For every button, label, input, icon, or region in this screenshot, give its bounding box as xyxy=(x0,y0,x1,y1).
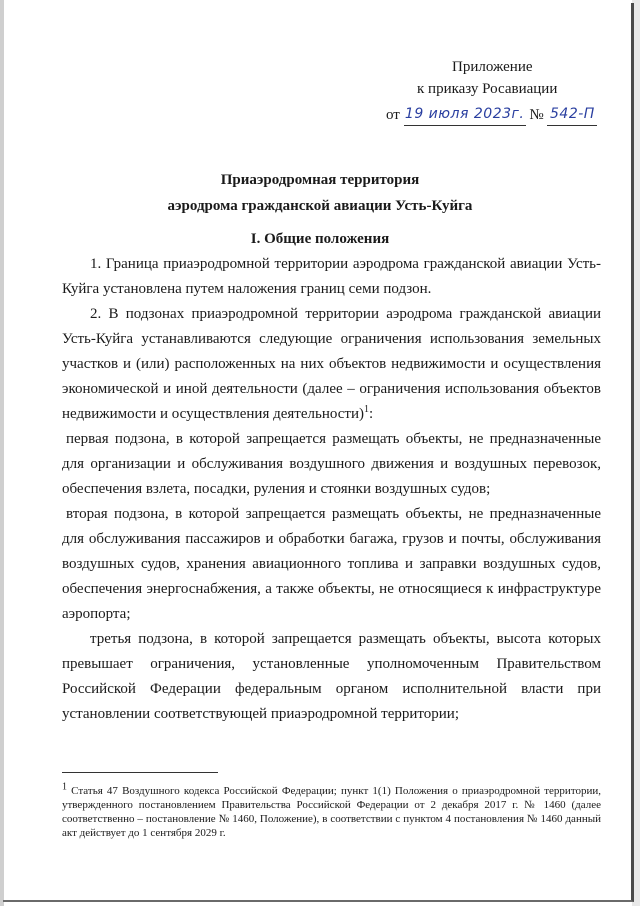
paragraph-2 xyxy=(62,302,601,427)
paragraph-2-text: 2. В подзонах приаэродромной территории аэродрома гражданской авиации Усть-Куйга устанавливаются следующие ограничения использования земельных участков и (или) расположенных на них объектов недвижимости и осуществления экономической и иной деятельности (далее – ограничения использования объектов недвижимости и осуществления деятельности) xyxy=(62,306,601,422)
paragraph-2-colon: : xyxy=(368,406,374,422)
subzone-1: первая подзона, в которой запрещается размещать объекты, не предназначенные для организации и обслуживания воздушного движения и воздушных перевозок, обеспечения взлета, посадки, руления и стоянки воздушных судов; xyxy=(62,431,601,497)
paragraph-1: 1. Граница приаэродромной территории аэродрома гражданской авиации Усть-Куйга установлена путем наложения границ семи подзон. xyxy=(62,256,601,297)
section-heading: I. Общие положения xyxy=(250,231,390,247)
number-label: № xyxy=(529,107,544,123)
appendix-date-line xyxy=(386,104,597,127)
from-label: от xyxy=(386,107,400,123)
handwritten-number: 542-П xyxy=(547,103,597,126)
appendix-order-ref: к приказу Росавиации xyxy=(417,81,558,97)
footnote-text: Статья 47 Воздушного кодекса Российской Федерации; пункт 1(1) Положения о приаэродромной территории, утвержденного постановлением Правительства Российской Федерации от 2 декабря 2017 г. № 1460 (далее соответственно – постановление № 1460, Положение), в соответствии с пунктом 4 постановления № 1460 данный акт действует до 1 сентября 2029 г. xyxy=(62,785,601,839)
footnote-ref: 1 xyxy=(363,404,369,415)
subzone-3: третья подзона, в которой запрещается размещать объекты, высота которых превышает ограничения, установленные уполномоченным Правительством Российской Федерации федеральным органом исполнительной власти при установлении соответствующей приаэродромной территории; xyxy=(62,631,601,722)
subzone-2: вторая подзона, в которой запрещается размещать объекты, не предназначенные для обслуживания пассажиров и обработки багажа, грузов и почты, обслуживания воздушных судов, хранения авиационного топлива и заправки воздушных судов, обеспечения энергоснабжения, а также объекты, не относящиеся к инфраструктуре аэропорта; xyxy=(62,506,601,622)
footnote-marker: 1 xyxy=(62,781,67,793)
document-body xyxy=(62,252,601,727)
footnote-divider xyxy=(62,772,218,773)
document-title: Приаэродромная территория xyxy=(220,172,420,188)
handwritten-date: 19 июля 2023г. xyxy=(404,103,526,126)
appendix-title: Приложение xyxy=(452,59,533,75)
document-subtitle: аэродрома гражданской авиации Усть-Куйга xyxy=(167,198,473,214)
footnote xyxy=(62,781,601,840)
